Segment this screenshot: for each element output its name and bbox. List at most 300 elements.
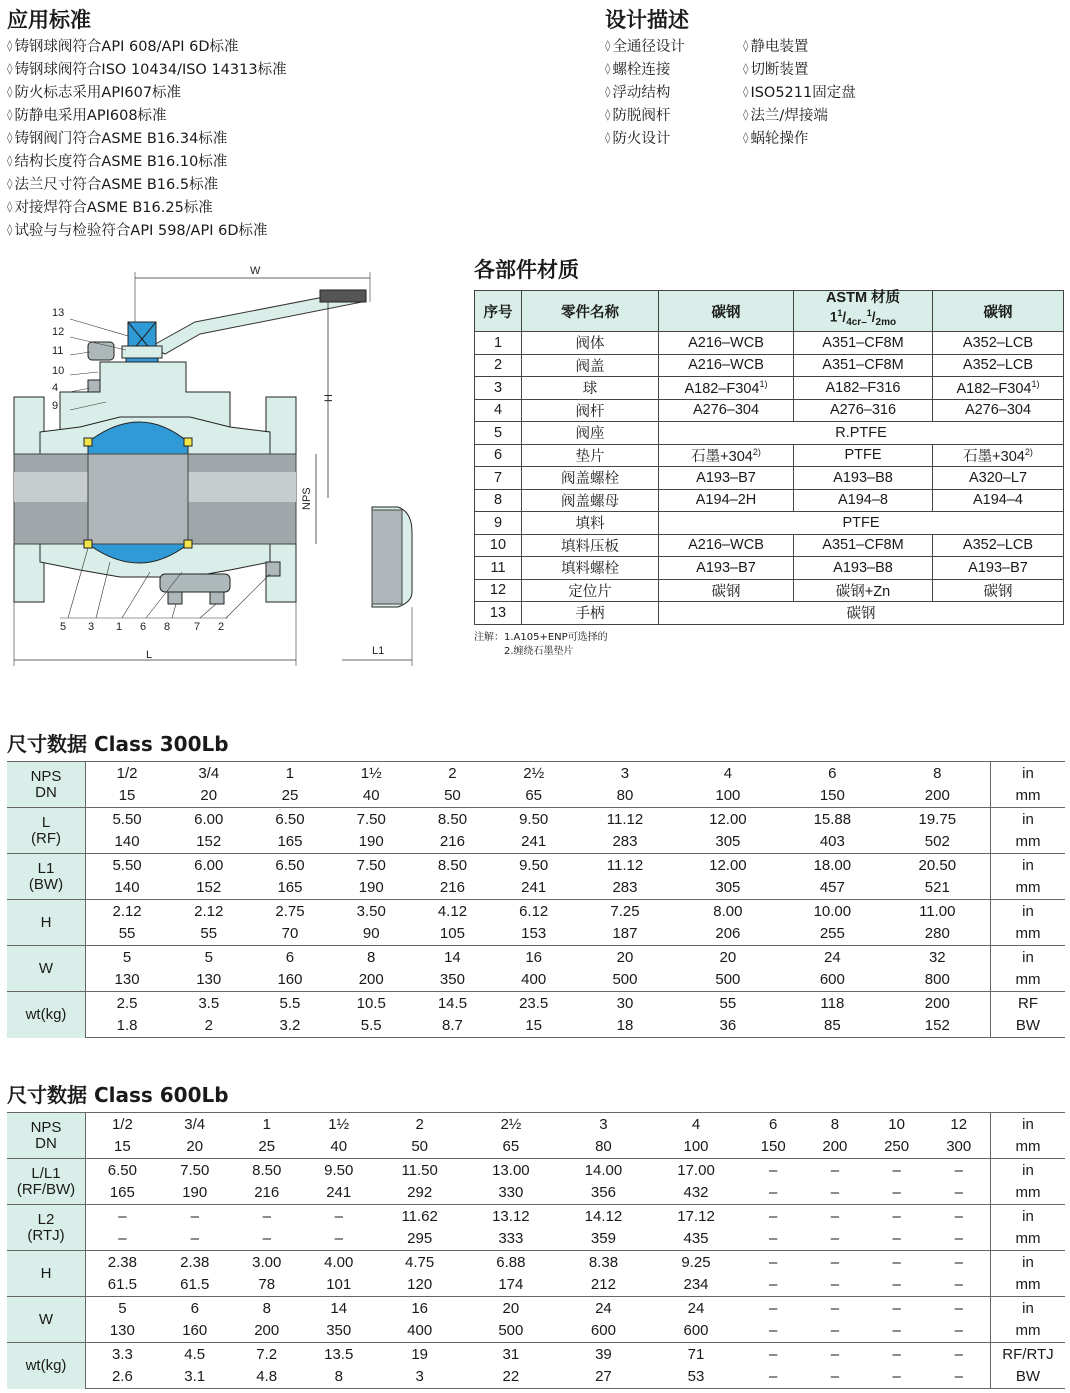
value-cell: 39 bbox=[557, 1343, 650, 1366]
value-cell: 152 bbox=[196, 879, 222, 897]
class600-section bbox=[7, 1079, 1065, 1389]
list-item: ◊ 静电装置 bbox=[743, 36, 856, 59]
value-cell: 165 bbox=[109, 1184, 135, 1202]
callout-7: 7 bbox=[194, 621, 201, 633]
value-cell: – bbox=[866, 1159, 928, 1182]
callout-4: 4 bbox=[52, 382, 59, 394]
part-number: 2 bbox=[475, 354, 522, 377]
value-cell: – bbox=[742, 1343, 804, 1366]
standards-list bbox=[7, 36, 287, 243]
standards-title: 应用标准 bbox=[7, 8, 91, 32]
value-cell: 8.50 bbox=[412, 854, 493, 877]
table-row bbox=[475, 444, 1064, 467]
value-cell: 187 bbox=[612, 925, 638, 943]
value-cell: 15 bbox=[493, 1015, 574, 1038]
value-cell: 6 bbox=[742, 1113, 804, 1136]
list-item: ◊ 防火设计 bbox=[605, 128, 743, 151]
value-cell: 5 bbox=[168, 946, 249, 969]
value-cell: 8 bbox=[804, 1113, 866, 1136]
value-cell: 3/4 bbox=[159, 1113, 231, 1136]
value-cell: 18 bbox=[574, 1015, 675, 1038]
value-cell: – bbox=[804, 1343, 866, 1366]
value-cell: – bbox=[927, 1366, 990, 1389]
material-astm: A351–CF8M bbox=[794, 534, 933, 557]
unit-cell: in bbox=[991, 762, 1066, 785]
unit-cell: mm bbox=[991, 877, 1066, 900]
table-row bbox=[7, 1182, 1065, 1205]
part-name: 填料 bbox=[522, 512, 659, 535]
material-astm: A276–316 bbox=[794, 399, 933, 422]
value-cell: 20 bbox=[676, 946, 780, 969]
value-cell: 241 bbox=[521, 833, 547, 851]
value-cell: 2 bbox=[375, 1113, 465, 1136]
material-carbon-2: A194–4 bbox=[933, 489, 1064, 512]
part-number: 9 bbox=[475, 512, 522, 535]
value-cell: 11.50 bbox=[375, 1159, 465, 1182]
value-cell: 15.88 bbox=[780, 808, 884, 831]
table-row bbox=[7, 946, 1065, 969]
list-item: ◊ 螺栓连接 bbox=[605, 59, 743, 82]
value-cell: 200 bbox=[358, 971, 384, 989]
row-label: wt(kg) bbox=[7, 1343, 86, 1389]
part-name: 阀杆 bbox=[522, 399, 659, 422]
value-cell: 8.38 bbox=[557, 1251, 650, 1274]
value-cell: 11.00 bbox=[885, 900, 991, 923]
value-cell: – bbox=[231, 1205, 303, 1228]
value-cell: 12 bbox=[927, 1113, 990, 1136]
value-cell: 7.50 bbox=[331, 808, 412, 831]
design-title: 设计描述 bbox=[605, 8, 689, 32]
value-cell: 250 bbox=[884, 1138, 910, 1156]
value-cell: – bbox=[954, 1322, 963, 1340]
value-cell: 2½ bbox=[493, 762, 574, 785]
value-cell: 3 bbox=[574, 762, 675, 785]
value-cell: 200 bbox=[254, 1322, 280, 1340]
row-label: W bbox=[7, 946, 86, 992]
list-item: ◊ 铸钢球阀符合ISO 10434/ISO 14313标准 bbox=[7, 59, 287, 82]
material-carbon: A216–WCB bbox=[659, 534, 794, 557]
callout-6: 6 bbox=[140, 621, 147, 633]
value-cell: 305 bbox=[715, 833, 741, 851]
row-label: W bbox=[7, 1297, 86, 1343]
unit-cell: BW bbox=[991, 1015, 1066, 1038]
list-item: ◊ 试验与与检验符合API 598/API 6D标准 bbox=[7, 220, 287, 243]
part-name: 手柄 bbox=[522, 602, 659, 625]
value-cell: 9.50 bbox=[493, 808, 574, 831]
table-row bbox=[7, 1159, 1065, 1182]
value-cell: 15 bbox=[118, 787, 136, 805]
value-cell: 20 bbox=[465, 1297, 558, 1320]
table-row bbox=[475, 512, 1064, 535]
value-cell: – bbox=[118, 1230, 127, 1248]
value-cell: 65 bbox=[502, 1138, 520, 1156]
value-cell: – bbox=[927, 1159, 990, 1182]
value-cell: 20.50 bbox=[885, 854, 991, 877]
value-cell: 283 bbox=[612, 879, 638, 897]
value-cell: – bbox=[804, 1297, 866, 1320]
value-cell: – bbox=[742, 1251, 804, 1274]
value-cell: 14.00 bbox=[557, 1159, 650, 1182]
value-cell: 16 bbox=[493, 946, 574, 969]
value-cell: 8.00 bbox=[676, 900, 780, 923]
value-cell: 3.50 bbox=[331, 900, 412, 923]
value-cell: 140 bbox=[114, 833, 140, 851]
value-cell: 150 bbox=[760, 1138, 786, 1156]
value-cell: 80 bbox=[595, 1138, 612, 1156]
table-row bbox=[7, 854, 1065, 877]
value-cell: – bbox=[804, 1205, 866, 1228]
value-cell: 457 bbox=[819, 879, 845, 897]
value-cell: – bbox=[769, 1276, 778, 1294]
callout-5: 5 bbox=[60, 621, 67, 633]
part-number: 5 bbox=[475, 422, 522, 445]
unit-cell: BW bbox=[991, 1366, 1066, 1389]
unit-cell: in bbox=[991, 900, 1066, 923]
value-cell: 8.50 bbox=[412, 808, 493, 831]
value-cell: 356 bbox=[590, 1184, 616, 1202]
value-cell: 8 bbox=[231, 1297, 303, 1320]
value-cell: – bbox=[927, 1205, 990, 1228]
value-cell: 403 bbox=[819, 833, 845, 851]
materials-section bbox=[474, 254, 1064, 659]
value-cell: 27 bbox=[557, 1366, 650, 1389]
value-cell: 7.25 bbox=[574, 900, 675, 923]
table-row bbox=[475, 332, 1064, 355]
value-cell: – bbox=[86, 1205, 159, 1228]
material-carbon-2: A352–LCB bbox=[933, 534, 1064, 557]
value-cell: 8.50 bbox=[231, 1159, 303, 1182]
value-cell: 305 bbox=[715, 879, 741, 897]
row-label: NPS DN bbox=[7, 1113, 86, 1159]
value-cell: 24 bbox=[650, 1297, 743, 1320]
class600-title: 尺寸数据 Class 600Lb bbox=[7, 1083, 229, 1107]
table-row bbox=[7, 762, 1065, 785]
material-carbon: A182–F304$^{1)}$ bbox=[659, 377, 794, 400]
value-cell: 3.1 bbox=[159, 1366, 231, 1389]
value-cell: 9.50 bbox=[493, 854, 574, 877]
value-cell: 241 bbox=[521, 879, 547, 897]
value-cell: 130 bbox=[109, 1322, 135, 1340]
list-item: ◊ 法兰尺寸符合ASME B16.5标准 bbox=[7, 174, 287, 197]
standards-section bbox=[7, 4, 287, 243]
value-cell: – bbox=[927, 1297, 990, 1320]
value-cell: 40 bbox=[330, 1138, 348, 1156]
material-astm: A193–B8 bbox=[794, 557, 933, 580]
class300-section bbox=[7, 728, 1065, 1038]
callout-9: 9 bbox=[52, 400, 59, 412]
value-cell: 118 bbox=[780, 992, 884, 1015]
part-name: 阀盖螺母 bbox=[522, 489, 659, 512]
value-cell: 6.00 bbox=[168, 854, 249, 877]
unit-cell: mm bbox=[991, 1136, 1066, 1159]
value-cell: 4.5 bbox=[159, 1343, 231, 1366]
value-cell: 255 bbox=[819, 925, 845, 943]
value-cell: 216 bbox=[439, 879, 465, 897]
dim-h-label: H bbox=[323, 394, 335, 402]
part-name: 垫片 bbox=[522, 444, 659, 467]
value-cell: 80 bbox=[616, 787, 634, 805]
value-cell: 521 bbox=[924, 879, 950, 897]
part-name: 填料螺栓 bbox=[522, 557, 659, 580]
value-cell: 19.75 bbox=[885, 808, 991, 831]
materials-header-row bbox=[475, 291, 1064, 332]
value-cell: 150 bbox=[819, 787, 845, 805]
material-carbon: A193–B7 bbox=[659, 557, 794, 580]
value-cell: 5.5 bbox=[249, 992, 330, 1015]
list-item: ◊ 铸钢阀门符合ASME B16.34标准 bbox=[7, 128, 287, 151]
materials-notes bbox=[474, 631, 1064, 659]
value-cell: 10.00 bbox=[780, 900, 884, 923]
value-cell: 4.12 bbox=[412, 900, 493, 923]
value-cell: 20 bbox=[186, 1138, 204, 1156]
value-cell: 11.12 bbox=[574, 808, 675, 831]
value-cell: 101 bbox=[326, 1276, 352, 1294]
value-cell: 350 bbox=[326, 1322, 352, 1340]
value-cell: 300 bbox=[946, 1138, 972, 1156]
table-row bbox=[7, 1113, 1065, 1136]
value-cell: 130 bbox=[114, 971, 140, 989]
material-carbon-2: A182–F304$^{1)}$ bbox=[933, 377, 1064, 400]
value-cell: – bbox=[303, 1205, 375, 1228]
callout-8: 8 bbox=[164, 621, 171, 633]
part-number: 11 bbox=[475, 557, 522, 580]
table-row bbox=[475, 579, 1064, 602]
material-carbon: A193–B7 bbox=[659, 467, 794, 490]
value-cell: 14 bbox=[412, 946, 493, 969]
value-cell: 17.12 bbox=[650, 1205, 743, 1228]
value-cell: 4 bbox=[676, 762, 780, 785]
value-cell: 206 bbox=[715, 925, 741, 943]
value-cell: 32 bbox=[885, 946, 991, 969]
part-number: 8 bbox=[475, 489, 522, 512]
value-cell: 8 bbox=[303, 1366, 375, 1389]
value-cell: 13.00 bbox=[465, 1159, 558, 1182]
value-cell: 5 bbox=[86, 1297, 159, 1320]
table-row bbox=[7, 1251, 1065, 1274]
value-cell: 6 bbox=[249, 946, 330, 969]
value-cell: 212 bbox=[590, 1276, 616, 1294]
value-cell: 12.00 bbox=[676, 808, 780, 831]
table-row bbox=[7, 1366, 1065, 1389]
table-row bbox=[7, 877, 1065, 900]
material-carbon-2: A352–LCB bbox=[933, 332, 1064, 355]
value-cell: 5.50 bbox=[86, 854, 169, 877]
value-cell: 6 bbox=[780, 762, 884, 785]
value-cell: 165 bbox=[277, 879, 303, 897]
value-cell: 8 bbox=[885, 762, 991, 785]
value-cell: 7.50 bbox=[159, 1159, 231, 1182]
col-carbon-steel-2: 碳钢 bbox=[933, 291, 1064, 332]
unit-cell: RF bbox=[991, 992, 1066, 1015]
value-cell: 435 bbox=[683, 1230, 709, 1248]
design-list-right bbox=[743, 36, 856, 151]
value-cell: 22 bbox=[465, 1366, 558, 1389]
part-name: 阀座 bbox=[522, 422, 659, 445]
value-cell: 5.5 bbox=[331, 1015, 412, 1038]
value-cell: 20 bbox=[200, 787, 218, 805]
value-cell: 153 bbox=[521, 925, 547, 943]
unit-cell: in bbox=[991, 1113, 1066, 1136]
table-row bbox=[475, 557, 1064, 580]
value-cell: 1 bbox=[249, 762, 330, 785]
material-carbon: A276–304 bbox=[659, 399, 794, 422]
col-part-name: 零件名称 bbox=[522, 291, 659, 332]
value-cell: – bbox=[892, 1322, 901, 1340]
value-cell: 3/4 bbox=[168, 762, 249, 785]
value-cell: 3.2 bbox=[249, 1015, 330, 1038]
part-name: 阀盖 bbox=[522, 354, 659, 377]
part-number: 13 bbox=[475, 602, 522, 625]
value-cell: 1½ bbox=[303, 1113, 375, 1136]
value-cell: 190 bbox=[182, 1184, 208, 1202]
list-item: ◊ 蜗轮操作 bbox=[743, 128, 856, 151]
unit-cell: mm bbox=[991, 1228, 1066, 1251]
value-cell: – bbox=[866, 1366, 928, 1389]
table-row bbox=[7, 1297, 1065, 1320]
material-astm: A182–F316 bbox=[794, 377, 933, 400]
table-row bbox=[475, 467, 1064, 490]
value-cell: 190 bbox=[358, 879, 384, 897]
list-item: ◊ 防火标志采用API607标准 bbox=[7, 82, 287, 105]
list-item: ◊ 法兰/焊接端 bbox=[743, 105, 856, 128]
unit-cell: mm bbox=[991, 1274, 1066, 1297]
material-all: PTFE bbox=[659, 512, 1064, 535]
row-label: H bbox=[7, 1251, 86, 1297]
unit-cell: mm bbox=[991, 923, 1066, 946]
value-cell: 100 bbox=[715, 787, 741, 805]
value-cell: – bbox=[334, 1230, 343, 1248]
value-cell: 140 bbox=[114, 879, 140, 897]
value-cell: 8 bbox=[331, 946, 412, 969]
table-row bbox=[7, 785, 1065, 808]
table-row bbox=[7, 1274, 1065, 1297]
value-cell: 2 bbox=[168, 1015, 249, 1038]
value-cell: 600 bbox=[819, 971, 845, 989]
materials-title: 各部件材质 bbox=[474, 258, 579, 282]
value-cell: – bbox=[769, 1230, 778, 1248]
value-cell: 7.2 bbox=[231, 1343, 303, 1366]
value-cell: 152 bbox=[885, 1015, 991, 1038]
value-cell: 502 bbox=[924, 833, 950, 851]
table-row bbox=[7, 969, 1065, 992]
unit-cell: in bbox=[991, 1205, 1066, 1228]
value-cell: 359 bbox=[590, 1230, 616, 1248]
callout-12: 12 bbox=[52, 326, 65, 338]
dim-l-label: L bbox=[146, 649, 153, 661]
value-cell: 7.50 bbox=[331, 854, 412, 877]
value-cell: – bbox=[159, 1205, 231, 1228]
callout-11: 11 bbox=[52, 345, 64, 357]
col-seq: 序号 bbox=[475, 291, 522, 332]
value-cell: 1.8 bbox=[86, 1015, 169, 1038]
value-cell: 1½ bbox=[331, 762, 412, 785]
value-cell: 16 bbox=[375, 1297, 465, 1320]
value-cell: 1/2 bbox=[86, 1113, 159, 1136]
value-cell: – bbox=[892, 1276, 901, 1294]
list-item: ◊ 切断装置 bbox=[743, 59, 856, 82]
dim-w-label: W bbox=[250, 265, 261, 277]
material-carbon: A194–2H bbox=[659, 489, 794, 512]
part-number: 7 bbox=[475, 467, 522, 490]
valve-section-diagram bbox=[0, 262, 470, 682]
value-cell: 152 bbox=[196, 833, 222, 851]
material-carbon: A216–WCB bbox=[659, 332, 794, 355]
value-cell: 4.75 bbox=[375, 1251, 465, 1274]
value-cell: 70 bbox=[281, 925, 299, 943]
value-cell: 9.50 bbox=[303, 1159, 375, 1182]
value-cell: 14.12 bbox=[557, 1205, 650, 1228]
material-carbon-2: A320–L7 bbox=[933, 467, 1064, 490]
value-cell: 2½ bbox=[465, 1113, 558, 1136]
value-cell: 120 bbox=[407, 1276, 433, 1294]
design-section bbox=[605, 4, 856, 151]
table-row bbox=[7, 1205, 1065, 1228]
part-name: 填料压板 bbox=[522, 534, 659, 557]
value-cell: 65 bbox=[525, 787, 543, 805]
part-number: 3 bbox=[475, 377, 522, 400]
value-cell: 8.7 bbox=[412, 1015, 493, 1038]
value-cell: – bbox=[742, 1205, 804, 1228]
list-item: ◊ 防脱阀杆 bbox=[605, 105, 743, 128]
table-row bbox=[475, 534, 1064, 557]
value-cell: 283 bbox=[612, 833, 638, 851]
material-astm: PTFE bbox=[794, 444, 933, 467]
value-cell: – bbox=[742, 1297, 804, 1320]
materials-table bbox=[474, 290, 1064, 625]
table-row bbox=[7, 1343, 1065, 1366]
value-cell: 130 bbox=[196, 971, 222, 989]
value-cell: 600 bbox=[590, 1322, 616, 1340]
value-cell: 25 bbox=[258, 1138, 276, 1156]
value-cell: 6.00 bbox=[168, 808, 249, 831]
value-cell: 13.5 bbox=[303, 1343, 375, 1366]
value-cell: 500 bbox=[498, 1322, 524, 1340]
value-cell: 3.3 bbox=[86, 1343, 159, 1366]
value-cell: 800 bbox=[924, 971, 950, 989]
unit-cell: mm bbox=[991, 1182, 1066, 1205]
value-cell: 6.12 bbox=[493, 900, 574, 923]
callout-1: 1 bbox=[116, 621, 123, 633]
value-cell: – bbox=[830, 1322, 840, 1340]
part-number: 10 bbox=[475, 534, 522, 557]
material-astm: A194–8 bbox=[794, 489, 933, 512]
table-row bbox=[7, 1228, 1065, 1251]
value-cell: 55 bbox=[200, 925, 218, 943]
table-row bbox=[475, 399, 1064, 422]
table-row bbox=[7, 1136, 1065, 1159]
table-row bbox=[7, 992, 1065, 1015]
design-list-left bbox=[605, 36, 743, 151]
row-label: H bbox=[7, 900, 86, 946]
col-astm bbox=[794, 291, 933, 332]
table-row bbox=[475, 422, 1064, 445]
list-item: ◊ 结构长度符合ASME B16.10标准 bbox=[7, 151, 287, 174]
value-cell: 160 bbox=[277, 971, 303, 989]
value-cell: 78 bbox=[258, 1276, 276, 1294]
row-label: L/L1 (RF/BW) bbox=[7, 1159, 86, 1205]
value-cell: 2.38 bbox=[159, 1251, 231, 1274]
part-name: 阀体 bbox=[522, 332, 659, 355]
dim-nps-label: NPS bbox=[301, 487, 313, 510]
table-row bbox=[475, 602, 1064, 625]
value-cell: – bbox=[866, 1205, 928, 1228]
value-cell: 160 bbox=[182, 1322, 208, 1340]
value-cell: 234 bbox=[683, 1276, 709, 1294]
part-name: 阀盖螺栓 bbox=[522, 467, 659, 490]
value-cell: 241 bbox=[326, 1184, 352, 1202]
value-cell: 333 bbox=[498, 1230, 524, 1248]
value-cell: – bbox=[927, 1251, 990, 1274]
